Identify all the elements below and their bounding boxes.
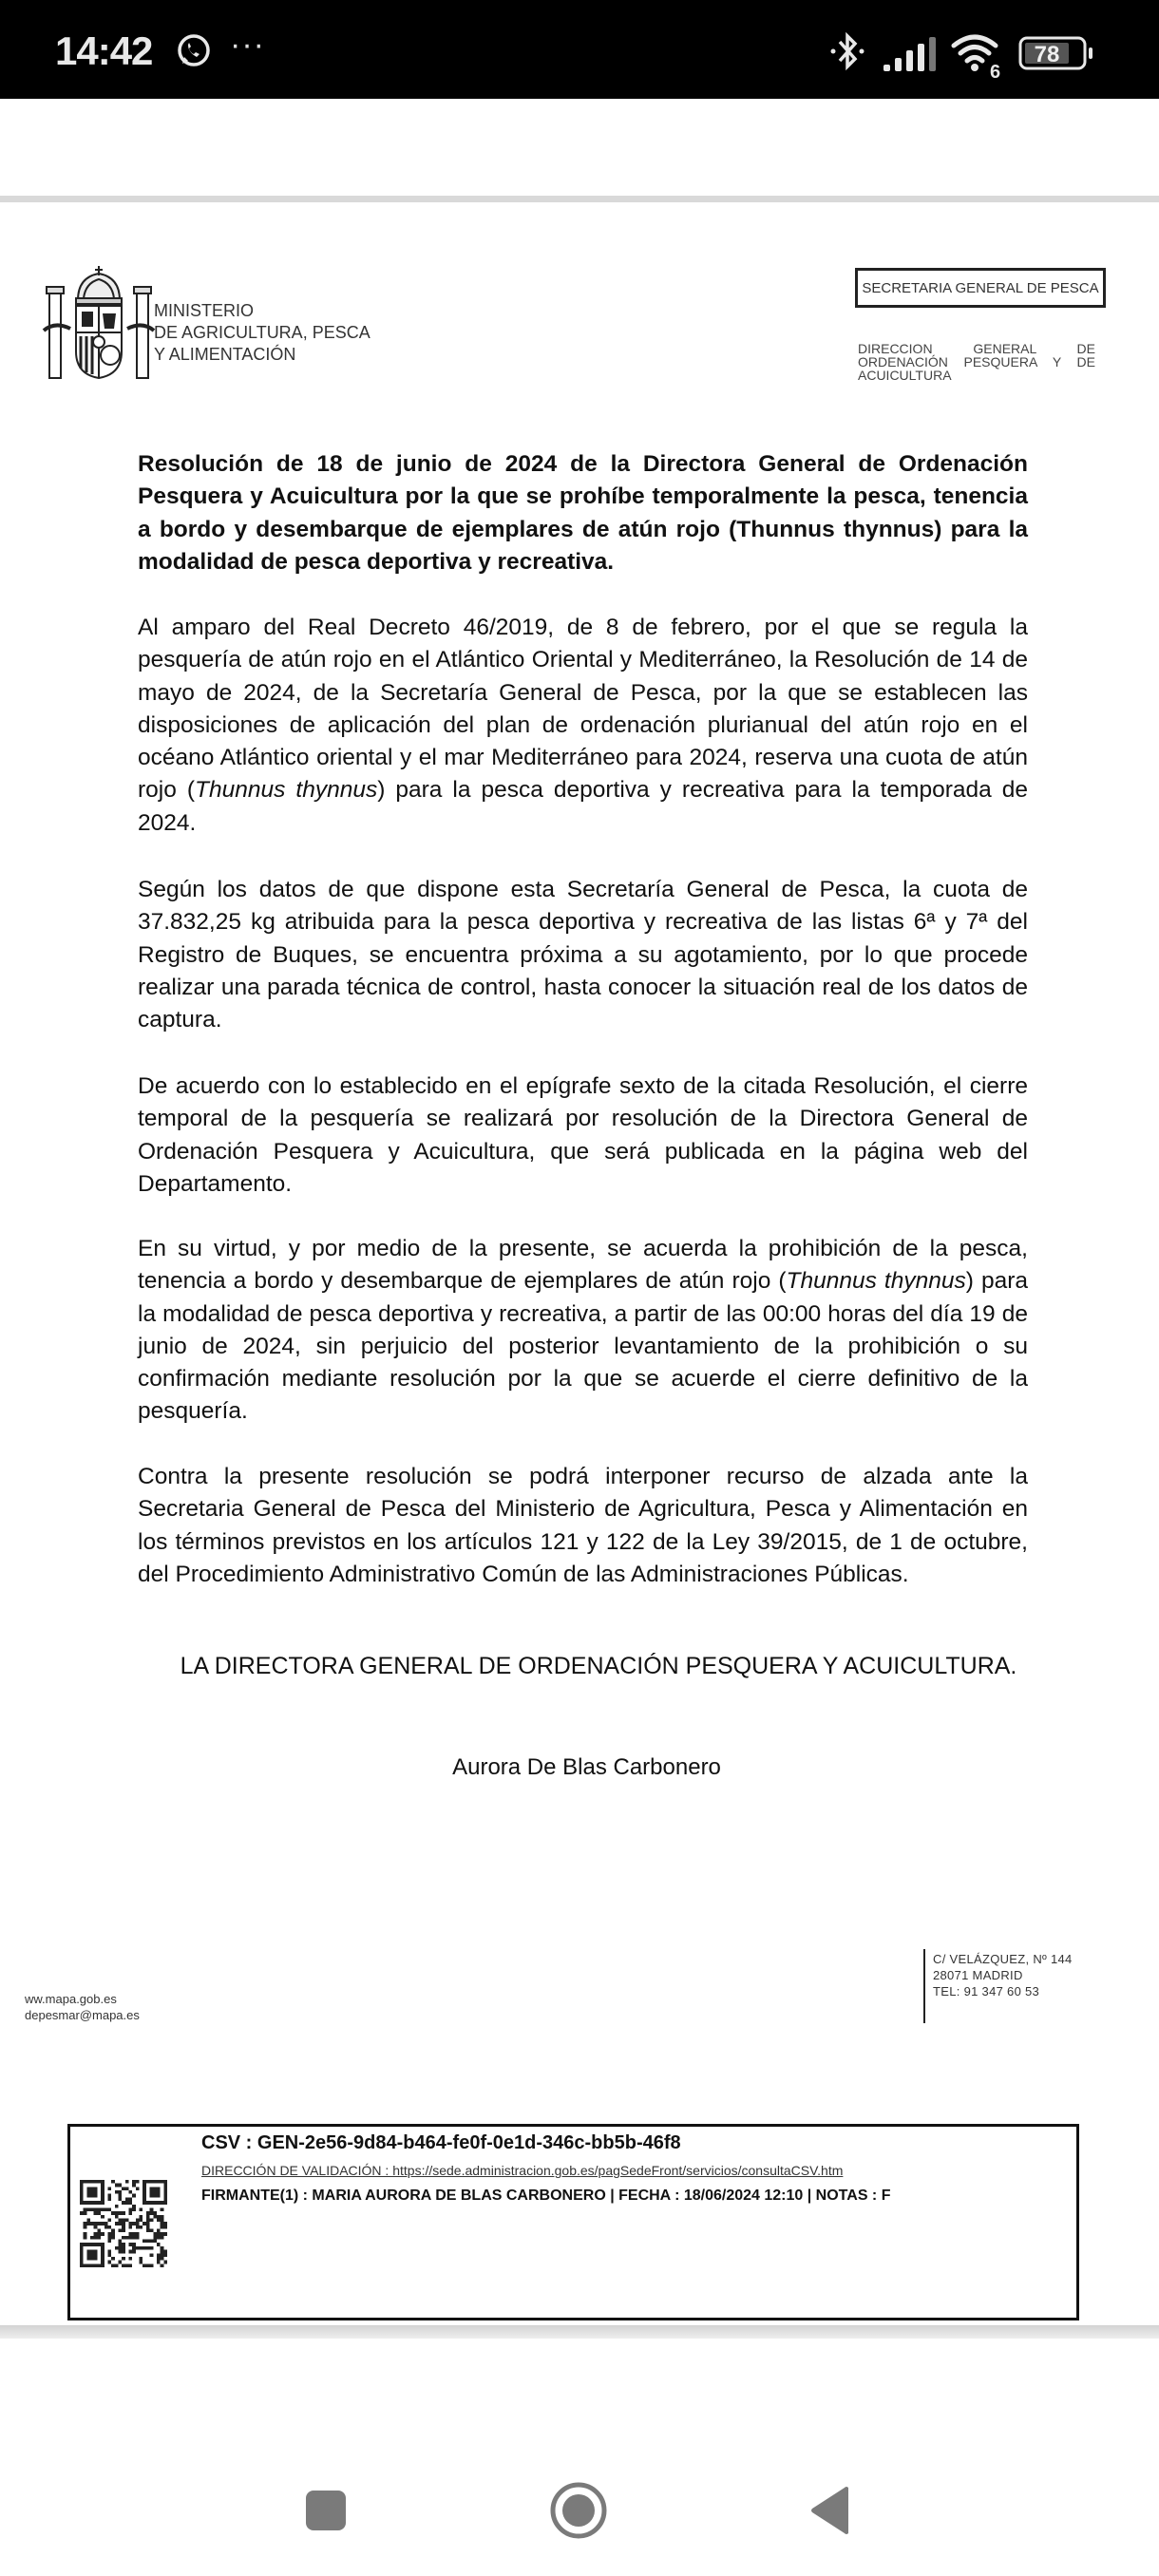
top-divider [0, 196, 1159, 202]
website-link[interactable]: ww.mapa.gob.es [25, 1992, 117, 2006]
square-icon [304, 2489, 348, 2532]
coat-of-arms-icon [42, 264, 156, 384]
back-triangle-icon [808, 2486, 852, 2535]
bottom-divider [0, 2325, 1159, 2339]
signer-name: Aurora De Blas Carbonero [452, 1754, 721, 1780]
address-line: TEL: 91 347 60 53 [933, 1984, 1040, 1998]
qr-code-icon[interactable] [80, 2180, 167, 2267]
battery-percent: 78 [1034, 42, 1060, 67]
back-button[interactable] [797, 2477, 864, 2544]
ministry-line: Y ALIMENTACIÓN [154, 345, 296, 364]
text-span: ) para la pesca deportiva y recreativa para la temporada de 2024. [138, 777, 1028, 836]
paragraph-appeal: Contra la presente resolución se podrá interponer recurso de alzada ante la Secretaria General de Pesca del Ministerio de Agricultura, Pesca y Alimentación en los términos previstos en los artículos 121 y 122 de la Ley 39/2015, de 1 de octubre, del Procedimiento Administrativo Común de las Administraciones Públicas. [138, 1464, 1028, 1587]
contact-web [25, 1991, 140, 2023]
secretaria-box: SECRETARIA GENERAL DE PESCA [855, 268, 1106, 308]
address-line: C/ VELÁZQUEZ, Nº 144 [933, 1952, 1073, 1966]
whatsapp-icon [175, 32, 213, 70]
species-name: Thunnus thynnus [195, 777, 378, 804]
direccion-line: ORDENACIÓN PESQUERA Y DE [858, 354, 1095, 369]
more-notifications-icon: ··· [230, 27, 265, 63]
status-bar [0, 0, 1159, 99]
ministry-name [154, 300, 370, 366]
resolution-title: Resolución de 18 de junio de 2024 de la Directora General de Ordenación Pesquera y Acuicultura por la que se prohíbe temporalmente la pesca, tenencia a bordo y desembarque de ejemplares de atún rojo (Thunnus thynnus) para la modalidad de pesca deportiva y recreativa. [138, 451, 1028, 575]
ministry-line: DE AGRICULTURA, PESCA [154, 323, 370, 342]
validation-link[interactable]: DIRECCIÓN DE VALIDACIÓN : https://sede.administracion.gob.es/pagSedeFront/servicios/consultaCSV.htm [201, 2163, 844, 2178]
signal-icon [882, 36, 937, 72]
paragraph-legal-basis [138, 612, 1028, 840]
text-span: En su virtud, y por medio de la presente, se acuerda la prohibición de la pesca, tenencia a bordo y desembarque de ejemplares de atún rojo ( [138, 1236, 1028, 1295]
signer-info: FIRMANTE(1) : MARIA AURORA DE BLAS CARBONERO | FECHA : 18/06/2024 12:10 | NOTAS : F [201, 2188, 891, 2204]
signer-title: LA DIRECTORA GENERAL DE ORDENACIÓN PESQUERA Y ACUICULTURA. [180, 1653, 1017, 1679]
ministry-line: MINISTERIO [154, 301, 255, 320]
paragraph-closure-procedure: De acuerdo con lo establecido en el epígrafe sexto de la citada Resolución, el cierre temporal de la pesquería se realizará por resolución de la Directora General de Ordenación Pesquera y Acuicultura, que será publicada en la página web del Departamento. [138, 1073, 1028, 1197]
circle-icon [549, 2481, 608, 2540]
recents-button[interactable] [293, 2477, 359, 2544]
csv-code: CSV : GEN-2e56-9d84-b464-fe0f-0e1d-346c-bb5b-46f8 [201, 2132, 681, 2153]
species-name: Thunnus thynnus [786, 1268, 966, 1295]
paragraph-prohibition [138, 1233, 1028, 1429]
wifi-badge: 6 [990, 62, 1001, 80]
text-span: ) para la modalidad de pesca deportiva y recreativa, a partir de las 00:00 horas del día 19 de junio de 2024, sin perjuicio del posterior levantamiento de la prohibición o su confirmación mediante resolución por la que se acuerde el cierre definitivo de la pesquería. [138, 1268, 1028, 1425]
paragraph-quota: Según los datos de que dispone esta Secretaría General de Pesca, la cuota de 37.832,25 kg atribuida para la pesca deportiva y recreativa de las listas 6ª y 7ª del Registro de Buques, se encuentra próxima a su agotamiento, por lo que procede realizar una parada técnica de control, hasta conocer la situación real de los datos de captura. [138, 877, 1028, 1033]
direccion-line: ACUICULTURA [858, 368, 952, 383]
csv-verification-box [67, 2124, 1079, 2320]
bluetooth-icon [828, 30, 866, 72]
address-line: 28071 MADRID [933, 1968, 1023, 1982]
text-span: Al amparo del Real Decreto 46/2019, de 8 de febrero, por el que se regula la pesquería de atún rojo en el Atlántico Oriental y Mediterráneo, la Resolución de 14 de mayo de 2024, de la Secretaría General de Pesca, por la que se establecen las disposiciones de aplicación del plan de ordenación plurianual del atún rojo en el océano Atlántico oriental y el mar Mediterráneo para 2024, reserva una cuota de atún rojo ( [138, 615, 1028, 804]
postal-address [933, 1951, 1073, 1999]
clock: 14:42 [55, 28, 153, 73]
home-button[interactable] [545, 2477, 612, 2544]
email-link[interactable]: depesmar@mapa.es [25, 2008, 140, 2022]
direccion-general [858, 342, 1095, 382]
wifi-icon [950, 32, 1009, 80]
direccion-line: DIRECCION GENERAL DE [858, 341, 1095, 356]
battery-icon [1018, 36, 1094, 70]
address-divider [923, 1949, 925, 2023]
